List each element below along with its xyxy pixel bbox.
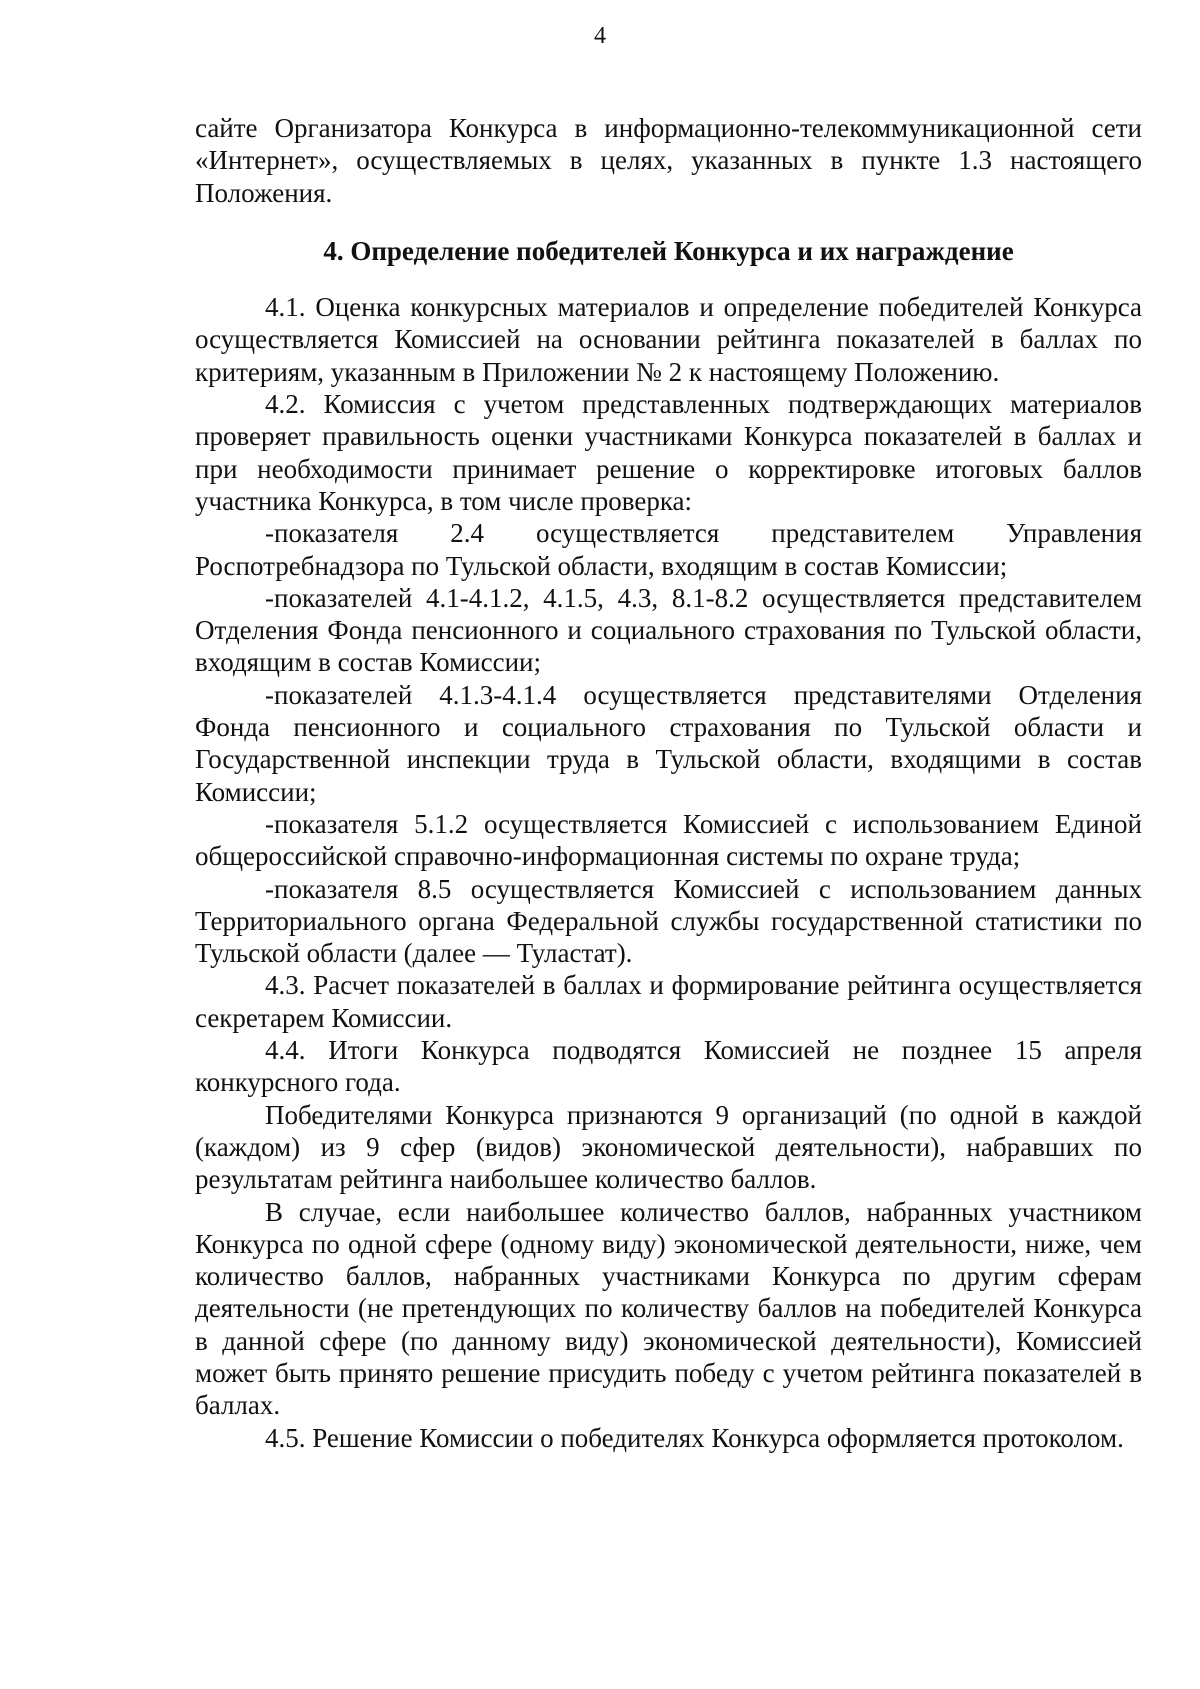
paragraph-4-3: 4.3. Расчет показателей в баллах и формирование рейтинга осуществляется секретарем Комиссии.	[195, 970, 1142, 1033]
paragraph-winners: Победителями Конкурса признаются 9 организаций (по одной в каждой (каждом) из 9 сфер (видов) экономической деятельности), набравших по результатам рейтинга наибольшее количество баллов.	[195, 1099, 1142, 1195]
paragraph-continuation: сайте Организатора Конкурса в информационно-телекоммуникационной сети «Интернет», осуществляемых в целях, указанных в пункте 1.3 настоящего Положения.	[195, 113, 1142, 208]
section-heading: 4. Определение победителей Конкурса и их награждение	[323, 235, 1014, 266]
list-item-indicator-2-4: -показателя 2.4 осуществляется представителем Управления Роспотребнадзора по Тульской области, входящим в состав Комиссии;	[195, 518, 1142, 581]
paragraph-4-2: 4.2. Комиссия с учетом представленных подтверждающих материалов проверяет правильность оценки участниками Конкурса показателей в баллах и при необходимости принимает решение о корректировке итоговых баллов участника Конкурса, в том числе проверка:	[195, 389, 1142, 516]
list-item-indicators-4-1: -показателей 4.1-4.1.2, 4.1.5, 4.3, 8.1-8.2 осуществляется представителем Отделения Фонда пенсионного и социального страхования по Тульской области, входящим в состав Комиссии;	[195, 582, 1142, 678]
paragraph-4-5: 4.5. Решение Комиссии о победителях Конкурса оформляется протоколом.	[265, 1422, 1124, 1453]
list-item-indicators-4-1-3: -показателей 4.1.3-4.1.4 осуществляется представителями Отделения Фонда пенсионного и социального страхования по Тульской области и Государственной инспекции труда в Тульской области, входящими в состав Комиссии;	[195, 679, 1142, 807]
paragraph-exception-case: В случае, если наибольшее количество баллов, набранных участником Конкурса по одной сфере (одному виду) экономической деятельности, ниже, чем количество баллов, набранных участниками Конкурса по другим сферам деятельности (не претендующих по количеству баллов на победителей Конкурса в данной сфере (по данному виду) экономической деятельности), Комиссией может быть принято решение присудить победу с учетом рейтинга показателей в баллах.	[195, 1196, 1142, 1421]
page-number: 4	[594, 23, 606, 49]
list-item-indicator-5-1-2: -показателя 5.1.2 осуществляется Комиссией с использованием Единой общероссийской справочно-информационная системы по охране труда;	[195, 808, 1142, 872]
list-item-indicator-8-5: -показателя 8.5 осуществляется Комиссией с использованием данных Территориального органа Федеральной службы государственной статистики по Тульской области (далее — Туластат).	[195, 873, 1142, 969]
paragraph-4-4: 4.4. Итоги Конкурса подводятся Комиссией не позднее 15 апреля конкурсного года.	[195, 1035, 1142, 1098]
paragraph-4-1: 4.1. Оценка конкурсных материалов и определение победителей Конкурса осуществляется Комиссией на основании рейтинга показателей в баллах по критериям, указанным в Приложении № 2 к настоящему Положению.	[195, 292, 1142, 387]
document-body	[195, 112, 1142, 1454]
